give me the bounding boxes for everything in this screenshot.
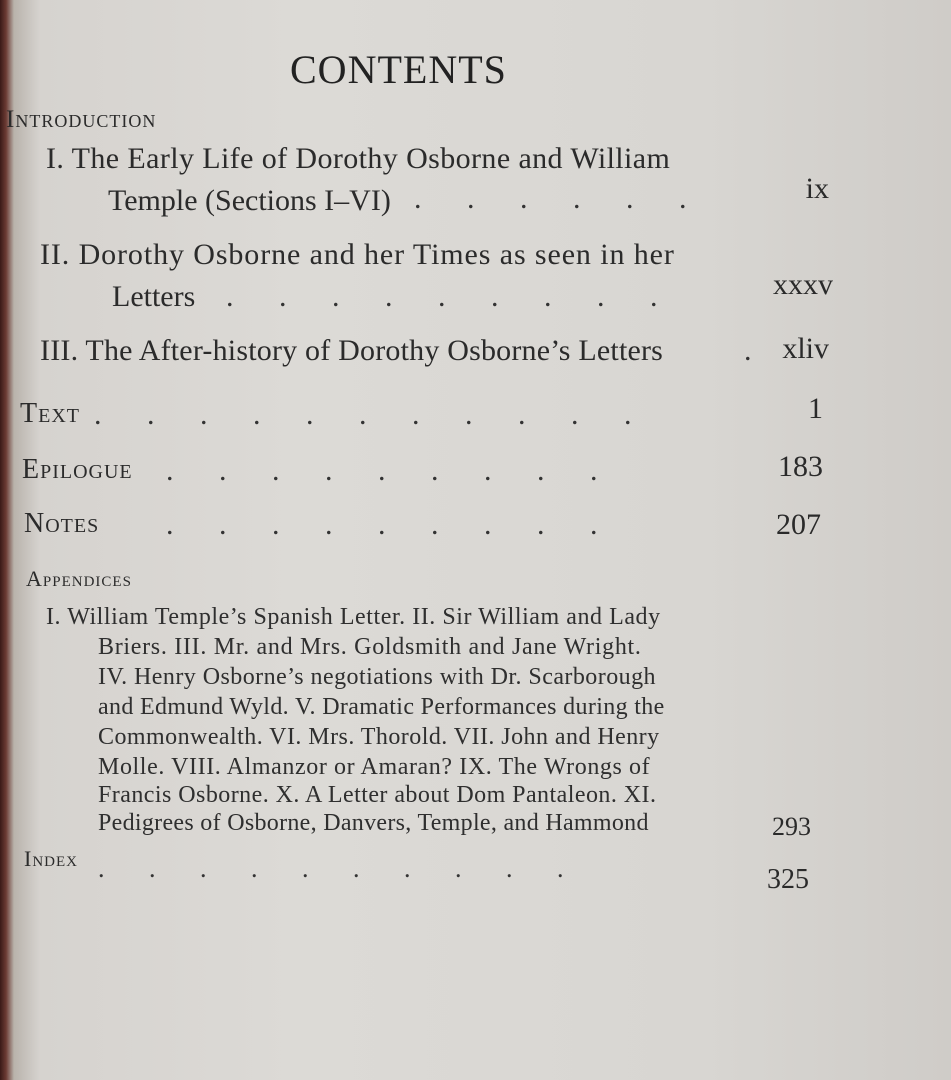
section-2-leader-dots: . . . . . . . . .	[226, 280, 658, 313]
text-entry-label: Text	[20, 398, 80, 429]
appendices-page: 293	[772, 812, 811, 841]
section-1-page: ix	[805, 172, 829, 205]
text-entry-leader-dots: . . . . . . . . . . .	[94, 398, 632, 431]
appendices-line-1: I. William Temple’s Spanish Letter. II. Sir William and Lady	[46, 604, 661, 630]
appendices-line-3: IV. Henry Osborne’s negotiations with Dr. Scarborough	[98, 664, 657, 690]
epilogue-entry-page: 183	[778, 450, 823, 483]
section-3-leader-dots: .	[744, 334, 752, 367]
notes-entry-leader-dots: . . . . . . . . .	[166, 508, 598, 541]
introduction-heading: Introduction	[6, 106, 157, 133]
section-1-leader-dots: . . . . . .	[414, 182, 687, 215]
section-2-line2: Letters	[112, 280, 196, 313]
index-entry-page: 325	[767, 864, 809, 895]
section-2-line1: II. Dorothy Osborne and her Times as seen in her	[40, 238, 675, 271]
appendices-line-8: Pedigrees of Osborne, Danvers, Temple, and Hammond	[98, 810, 649, 836]
epilogue-entry-label: Epilogue	[22, 454, 133, 485]
appendices-line-7: Francis Osborne. X. A Letter about Dom Pantaleon. XI.	[98, 782, 657, 808]
section-3-line1: III. The After-history of Dorothy Osborne’s Letters	[40, 334, 664, 367]
appendices-line-5: Commonwealth. VI. Mrs. Thorold. VII. John and Henry	[98, 724, 660, 750]
appendices-line-4: and Edmund Wyld. V. Dramatic Performances during the	[98, 694, 665, 720]
appendices-line-6: Molle. VIII. Almanzor or Amaran? IX. The Wrongs of	[98, 754, 651, 780]
section-3-page: xliv	[782, 332, 829, 365]
text-entry-page: 1	[808, 392, 823, 425]
appendices-heading: Appendices	[26, 566, 132, 591]
page-title: CONTENTS	[290, 47, 507, 92]
notes-entry-page: 207	[776, 508, 821, 541]
epilogue-entry-leader-dots: . . . . . . . . .	[166, 454, 598, 487]
section-1-line1: I. The Early Life of Dorothy Osborne and William	[46, 142, 671, 175]
notes-entry-label: Notes	[24, 508, 100, 539]
index-entry-label: Index	[24, 846, 78, 871]
index-entry-leader-dots: . . . . . . . . . .	[98, 854, 564, 883]
section-2-page: xxxv	[773, 268, 833, 301]
section-1-line2: Temple (Sections I–VI)	[108, 184, 391, 217]
appendices-line-2: Briers. III. Mr. and Mrs. Goldsmith and Jane Wright.	[98, 634, 642, 660]
